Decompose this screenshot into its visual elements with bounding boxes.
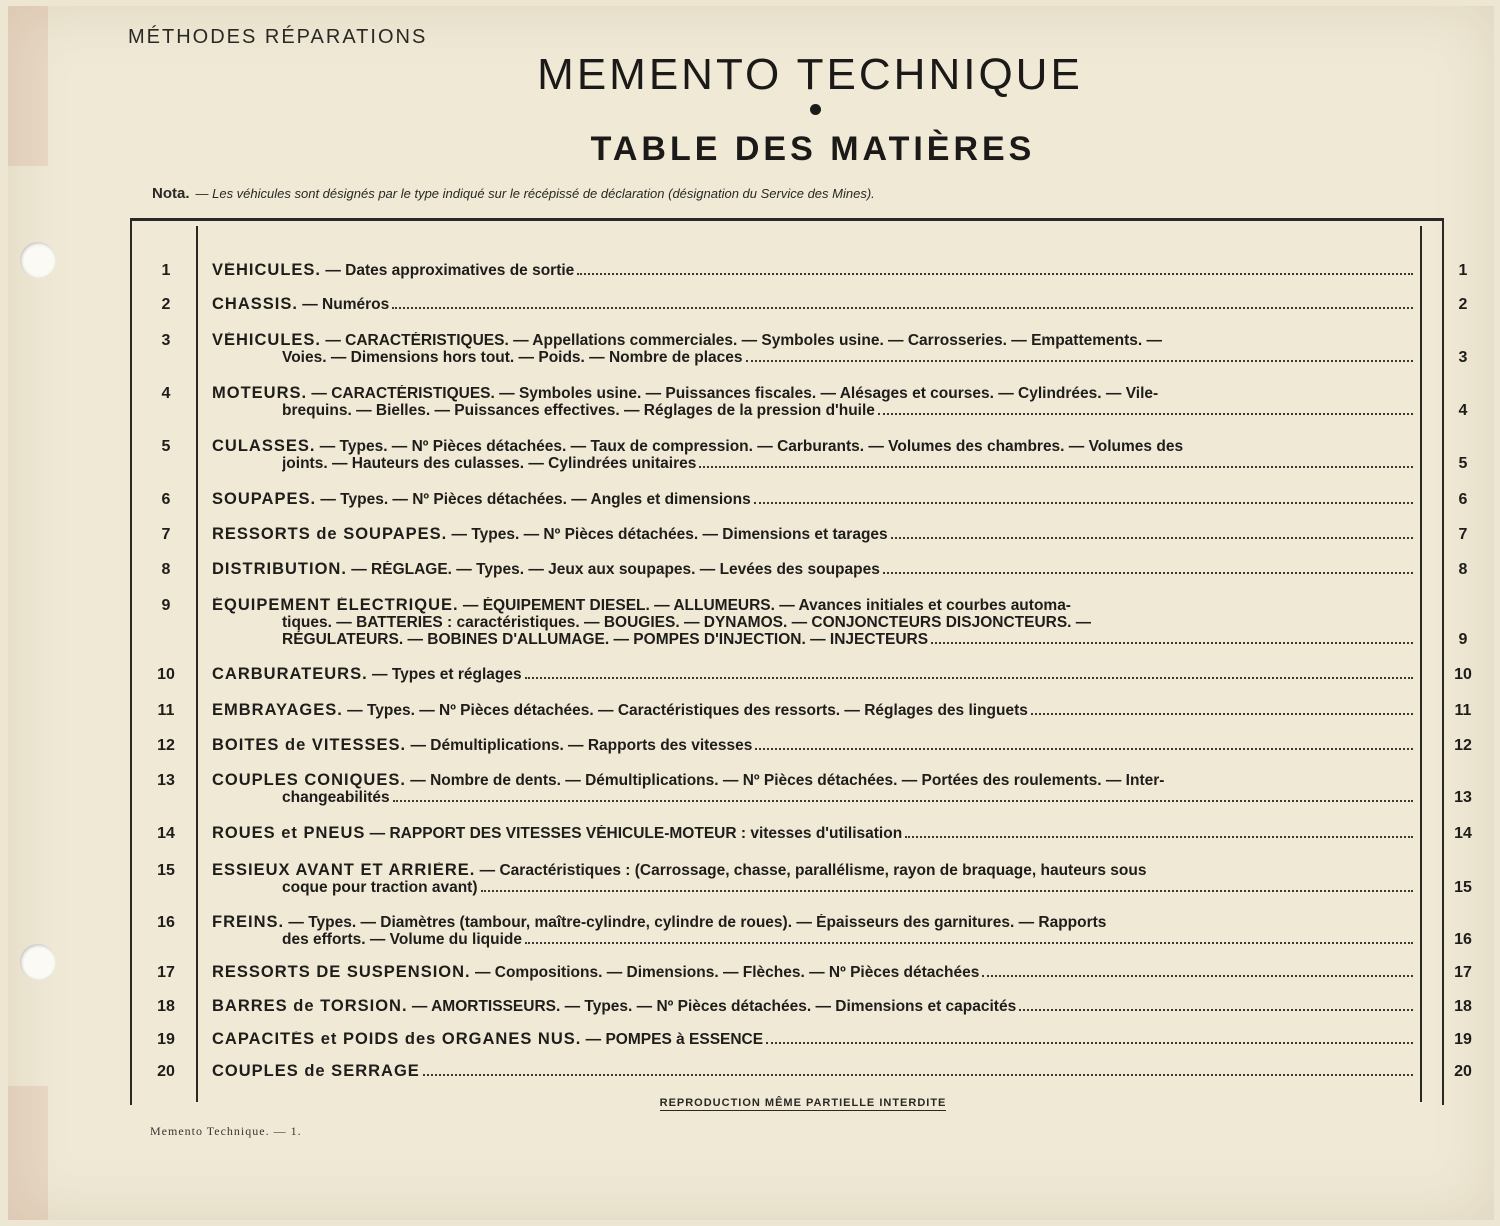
nota-label: Nota. [152,185,190,202]
title-bullet [810,104,821,115]
dot-leader [878,402,1413,415]
dot-leader [891,526,1413,539]
toc-entry-page-number: 20 [1454,1063,1472,1080]
dot-leader [525,666,1413,679]
toc-entry-page-number: 18 [1454,998,1472,1015]
toc-entry-number: 8 [161,561,171,578]
toc-line-text [212,737,752,754]
toc-entry-page-number: 12 [1454,737,1472,754]
toc-entry-subjects: — Caractéristiques : (Carrossage, chasse, parallélisme, rayon de braquage, hauteurs sous [475,862,1147,879]
toc-entry-subjects: — Types. — Nº Pièces détachées. — Dimensions et tarages [447,526,888,543]
dot-leader [746,349,1414,362]
nota-line [152,185,875,202]
toc-line-text [282,614,1091,631]
toc-entry-line [212,914,1415,931]
toc-line-text [212,262,574,279]
toc-entry-subjects: — AMORTISSEURS. — Types. — Nº Pièces détachées. — Dimensions et capacités [407,998,1017,1015]
toc-entry-page-number: 4 [1458,402,1468,419]
toc-entry-number: 12 [157,737,175,754]
dot-leader [481,879,1414,892]
toc-entry-line [212,789,1415,806]
toc-entry-line [212,262,1415,279]
toc-entry-line [212,772,1415,789]
toc-entry-page-number: 7 [1458,526,1468,543]
toc-entry-page-number: 10 [1454,666,1472,683]
toc-entry-text [212,702,1415,719]
toc-line-text [282,631,928,648]
toc-entry-subjects: coque pour traction avant) [282,879,478,896]
toc-entry-line [212,614,1415,631]
toc-line-text [212,998,1016,1015]
toc-entry-subjects: — POMPES à ESSENCE [581,1031,764,1048]
toc-line-text [212,702,1028,719]
toc-line-text [212,438,1183,455]
toc-entry-line [212,526,1415,543]
toc-entry-subjects: — Types. — Diamètres (tambour, maître-cylindre, cylindre de roues). — Épaisseurs des garnitures. — Rapports [284,914,1107,931]
toc-entry-subjects: — ÉQUIPEMENT DIESEL. — ALLUMEURS. — Avances initiales et courbes automa- [458,597,1071,614]
toc-line-text [212,825,902,842]
toc-entry-line [212,702,1415,719]
toc-entry-line [212,561,1415,578]
toc-entry-number: 16 [157,914,175,931]
toc-entry-heading: CARBURATEURS. [212,666,368,683]
toc-entry-heading: DISTRIBUTION. [212,561,347,578]
dot-leader [1019,998,1413,1011]
toc-line-text [282,931,522,948]
toc-entry-heading: BARRES de TORSION. [212,998,408,1015]
toc-column-rule-left [196,226,198,1102]
toc-entry-heading: COUPLES de SERRAGE [212,1063,420,1080]
toc-entry-line [212,931,1415,948]
toc-entry-heading: SOUPAPES. [212,491,317,508]
toc-line-text [282,402,875,419]
toc-entry-number: 10 [157,666,175,683]
toc-entry-heading: FREINS. [212,914,285,931]
toc-entry-subjects: tiques. — BATTERIES : caractéristiques. — BOUGIES. — DYNAMOS. — CONJONCTEURS DISJONCTEURS. — [282,614,1092,631]
toc-line-text [212,1063,420,1080]
toc-entry-subjects: — Dates approximatives de sortie [321,262,575,279]
toc-entry-heading: VÉHICULES. [212,262,322,279]
toc-line-text [212,385,1158,402]
toc-entry-line [212,964,1415,981]
dot-leader [393,789,1413,802]
section-label: MÉTHODES RÉPARATIONS [128,26,428,48]
dot-leader [905,825,1413,838]
toc-entry-page-number: 16 [1454,931,1472,948]
toc-entry-text [212,862,1415,896]
toc-entry-heading: COUPLES CONIQUES. [212,772,406,789]
toc-entry-text [212,1031,1415,1048]
dot-leader [755,737,1413,750]
toc-entry-subjects: — CARACTÉRISTIQUES. — Symboles usine. — Puissances fiscales. — Alésages et courses. — Cylindrées. — Vile- [307,385,1159,402]
toc-entry-text [212,1063,1415,1080]
toc-entry-text [212,526,1415,543]
toc-entry-line [212,455,1415,472]
toc-entry-text [212,998,1415,1015]
dot-leader [1031,702,1413,715]
toc-entry-line [212,332,1415,349]
toc-entry-line [212,349,1415,366]
nota-text: — Les véhicules sont désignés par le type indiqué sur le récépissé de déclaration (désignation du Service des Mines). [195,186,875,201]
toc-line-text [212,597,1071,614]
toc-entry-subjects: — Types. — Nº Pièces détachées. — Angles et dimensions [316,491,751,508]
toc-entry-line [212,998,1415,1015]
toc-line-text [282,879,478,896]
toc-line-text [212,561,880,578]
toc-entry-text [212,964,1415,981]
toc-entry-heading: RESSORTS DE SUSPENSION. [212,964,471,981]
punch-hole [20,242,56,278]
toc-entry-line [212,879,1415,896]
toc-entry-page-number: 17 [1454,964,1472,981]
dot-leader [766,1031,1413,1044]
toc-entry-heading: CAPACITÉS et POIDS des ORGANES NUS. [212,1031,582,1048]
toc-entry-number: 20 [157,1063,175,1080]
toc-entry-page-number: 2 [1458,296,1468,313]
toc-line-text [282,789,390,806]
reproduction-notice [0,1097,1500,1109]
toc-entry-number: 9 [161,597,171,614]
toc-entry-number: 3 [161,332,171,349]
toc-entry-text [212,438,1415,472]
toc-entry-subjects: joints. — Hauteurs des culasses. — Cylindrées unitaires [282,455,697,472]
toc-entry-text [212,666,1415,683]
page-title: MEMENTO TECHNIQUE [537,50,1083,99]
toc-entry-number: 1 [161,262,171,279]
toc-entry-subjects: — Compositions. — Dimensions. — Flèches. — Nº Pièces détachées [470,964,980,981]
toc-entry-number: 11 [157,702,175,719]
page-reference: Memento Technique. — 1. [150,1124,302,1138]
toc-entry-subjects: RÉGULATEURS. — BOBINES D'ALLUMAGE. — POMPES D'INJECTION. — INJECTEURS [282,631,929,648]
toc-line-text [212,1031,763,1048]
toc-entry-subjects: — CARACTÉRISTIQUES. — Appellations commerciales. — Symboles usine. — Carrosseries. — Empattements. — [321,332,1162,349]
toc-entry-line [212,402,1415,419]
toc-entry-text [212,597,1415,648]
toc-entry-heading: VÉHICULES. [212,332,322,349]
toc-entry-line [212,825,1415,842]
toc-entry-line [212,1063,1415,1080]
toc-line-text [212,526,888,543]
dot-leader [525,931,1413,944]
toc-entry-number: 17 [157,964,175,981]
toc-entry-number: 14 [157,825,175,842]
toc-entry-page-number: 19 [1454,1031,1472,1048]
toc-entry-page-number: 9 [1458,631,1468,648]
toc-entry-line [212,737,1415,754]
toc-entry-subjects: — Nombre de dents. — Démultiplications. — Nº Pièces détachées. — Portées des roulements. — Inter- [405,772,1165,789]
toc-entry-page-number: 8 [1458,561,1468,578]
toc-entry-text [212,491,1415,508]
toc-line-text [212,666,522,683]
toc-entry-heading: CULASSES. [212,438,316,455]
toc-line-text [212,914,1106,931]
toc-entry-heading: MOTEURS. [212,385,308,402]
toc-line-text [212,491,751,508]
toc-entry-heading: BOITES de VITESSES. [212,737,407,754]
toc-entry-text [212,385,1415,419]
toc-entry-line [212,597,1415,614]
toc-entry-line [212,438,1415,455]
toc-entry-line [212,491,1415,508]
toc-entry-page-number: 13 [1454,789,1472,806]
toc-entry-subjects: — Types. — Nº Pièces détachées. — Taux de compression. — Carburants. — Volumes des chambres. — Volumes des [315,438,1184,455]
toc-line-text [282,349,743,366]
toc-entry-heading: RESSORTS de SOUPAPES. [212,526,448,543]
toc-entry-page-number: 5 [1458,455,1468,472]
toc-entry-page-number: 14 [1454,825,1472,842]
toc-entry-line [212,631,1415,648]
toc-entry-number: 2 [161,296,171,313]
toc-entry-text [212,737,1415,754]
toc-entry-text [212,914,1415,948]
dot-leader [392,296,1413,309]
toc-entry-number: 13 [157,772,175,789]
toc-entry-heading: CHASSIS. [212,296,298,313]
toc-line-text [282,455,696,472]
toc-entry-number: 19 [157,1031,175,1048]
toc-entry-page-number: 15 [1454,879,1472,896]
dot-leader [423,1063,1413,1076]
toc-entry-subjects: — Démultiplications. — Rapports des vitesses [406,737,753,754]
toc-entry-number: 18 [157,998,175,1015]
toc-entry-text [212,332,1415,366]
toc-entry-page-number: 6 [1458,491,1468,508]
toc-entry-number: 15 [157,862,175,879]
toc-entry-page-number: 1 [1458,262,1468,279]
toc-entry-number: 7 [161,526,171,543]
toc-entry-line [212,385,1415,402]
toc-entry-heading: ESSIEUX AVANT ET ARRIÈRE. [212,862,476,879]
toc-entry-subjects: — RÉGLAGE. — Types. — Jeux aux soupapes. — Levées des soupapes [346,561,880,578]
toc-line-text [212,772,1164,789]
toc-entry-text [212,296,1415,313]
toc-line-text [212,332,1162,349]
toc-entry-line [212,296,1415,313]
toc-line-text [212,964,979,981]
toc-entry-page-number: 3 [1458,349,1468,366]
toc-entry-text [212,262,1415,279]
toc-entry-number: 5 [161,438,171,455]
dot-leader [699,455,1413,468]
toc-entry-number: 6 [161,491,171,508]
toc-entry-text [212,772,1415,806]
toc-entry-subjects: des efforts. — Volume du liquide [282,931,522,948]
toc-entry-subjects: — Types et réglages [367,666,522,683]
toc-line-text [212,296,389,313]
dot-leader [754,491,1413,504]
toc-column-rule-right [1420,226,1422,1102]
dot-leader [883,561,1413,574]
page-subtitle: TABLE DES MATIÈRES [590,130,1036,168]
toc-entry-subjects: — Types. — Nº Pièces détachées. — Caractéristiques des ressorts. — Réglages des linguets [342,702,1028,719]
reproduction-notice-text: REPRODUCTION MÊME PARTIELLE INTERDITE [659,1097,947,1109]
toc-entry-text [212,825,1415,842]
toc-entry-page-number: 11 [1454,702,1472,719]
toc-entry-line [212,862,1415,879]
toc-entry-subjects: changeabilités [282,789,390,806]
dot-leader [931,631,1413,644]
toc-entry-heading: ÉQUIPEMENT ÉLECTRIQUE. [212,597,459,614]
toc-entry-subjects: Voies. — Dimensions hors tout. — Poids. — Nombre de places [282,349,743,366]
toc-entry-text [212,561,1415,578]
toc-line-text [212,862,1146,879]
toc-entry-subjects: — RAPPORT DES VITESSES VÉHICULE-MOTEUR : vitesses d'utilisation [365,825,903,842]
toc-entry-line [212,666,1415,683]
dot-leader [982,964,1413,977]
toc-entry-number: 4 [161,385,171,402]
toc-entry-heading: ROUES et PNEUS [212,825,366,842]
toc-entry-heading: EMBRAYAGES. [212,702,343,719]
punch-hole [20,944,56,980]
toc-entry-line [212,1031,1415,1048]
toc-entry-subjects: — Numéros [297,296,390,313]
toc-entry-subjects: brequins. — Bielles. — Puissances effectives. — Réglages de la pression d'huile [282,402,875,419]
dot-leader [577,262,1413,275]
